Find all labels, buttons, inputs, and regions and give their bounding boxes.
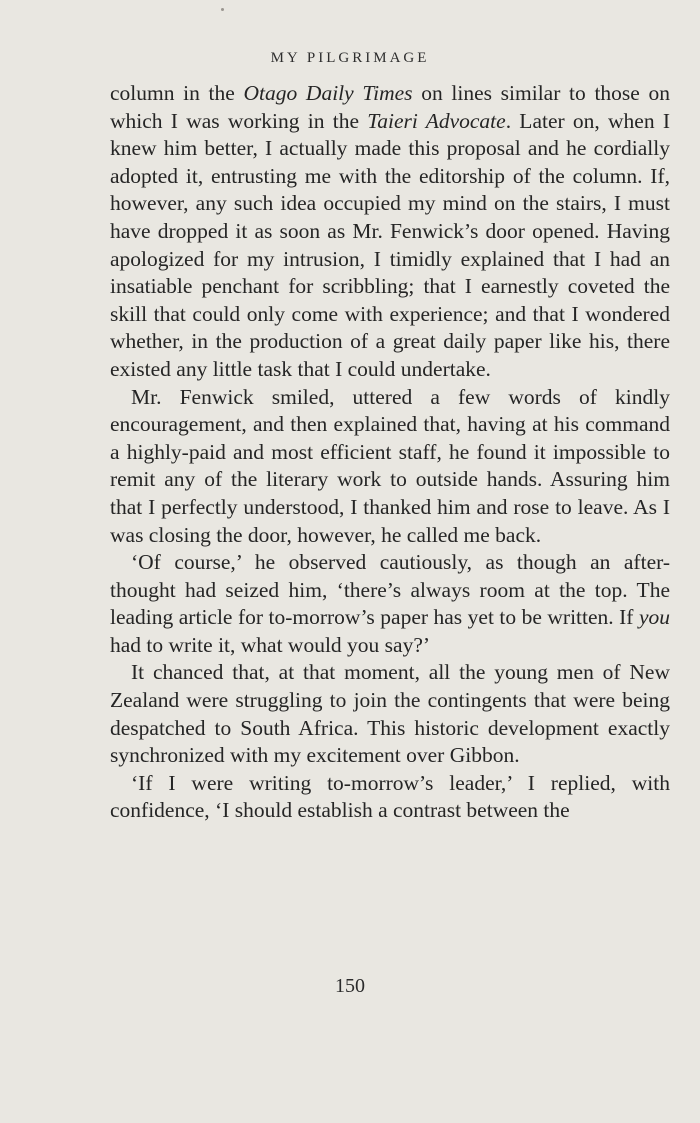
page-number: 150 (335, 975, 365, 997)
text-run: Mr. Fenwick smiled, uttered a few words of kindly encouragement, and then explained that, having at his command a highly-paid and most efficient staff, he found it impossible to remit any of the literary work to outside hands. Assuring him that I perfectly understood, I thanked him and rose to leave. As I was closing the door, however, he called me back. (110, 384, 670, 547)
text-run: had to write it, what would you say?’ (110, 632, 431, 657)
text-run: on lines similar to those on which I was working in the (110, 81, 670, 133)
page-speck (221, 8, 224, 11)
italic-title: Taieri Advocate (367, 108, 506, 133)
paragraph-4 (110, 659, 670, 769)
text-run: ‘Of course,’ he observed cautiously, as though an after-thought had seized him, ‘there’s always room at the top. The leading article for to-morrow’s paper has yet to be written. If (110, 550, 670, 630)
text-run: . Later on, when I knew him better, I actually made this proposal and he cordially adopted it, entrusting me with the editorship of the column. If, however, any such idea occupied my mind on the stairs, I must have dropped it as soon as Mr. Fenwick’s door opened. Having apologized for my intrusion, I timidly explained that I had an insatiable penchant for scribbling; that I earnestly coveted the skill that could only come with experience; and that I wondered whether, in the production of a great daily paper like his, there existed any little task that I could undertake. (110, 108, 670, 381)
paragraph-2 (110, 384, 670, 550)
paragraph-5 (110, 770, 670, 825)
paragraph-3 (110, 549, 670, 659)
italic-title: you (638, 605, 670, 630)
text-run: It chanced that, at that moment, all the young men of New Zealand were struggling to join the contingents that were being despatched to South Africa. This historic development exactly synchronized with my excitement over Gibbon. (110, 660, 670, 768)
body-text (110, 80, 670, 825)
italic-title: Otago Daily Times (243, 81, 413, 105)
paragraph-1 (110, 80, 670, 384)
running-head: MY PILGRIMAGE (270, 50, 430, 66)
text-run: column in the (110, 81, 244, 105)
text-run: ‘If I were writing to-morrow’s leader,’ I replied, with confidence, ‘I should establish a contrast between the (110, 770, 670, 823)
